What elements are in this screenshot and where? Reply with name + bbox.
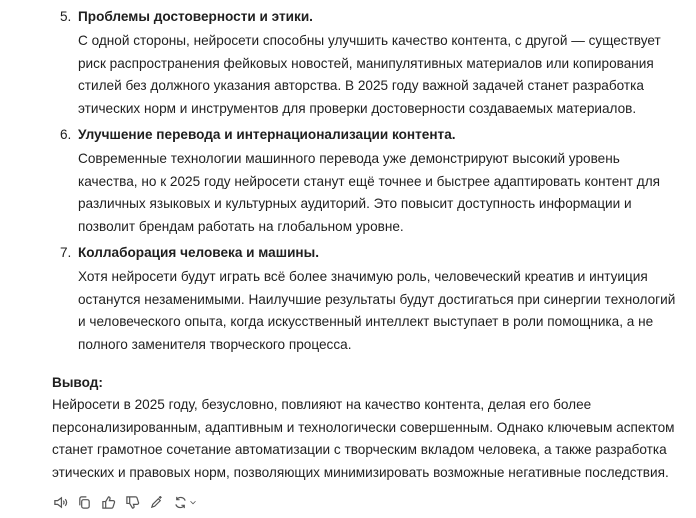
item-title: Улучшение перевода и интернационализации контента.: [78, 127, 456, 142]
text-line: позволит брендам работать на глобальном уровне.: [78, 218, 404, 234]
text-line: Современные технологии машинного перевода уже демонстрируют высокий уровень: [78, 151, 620, 166]
item-title: Проблемы достоверности и этики.: [78, 9, 313, 24]
text-line: и человеческого опыта, когда искусственный интеллект выступает в роли помощника, а не: [78, 314, 654, 329]
conclusion: [52, 372, 675, 484]
thumbs-down-icon[interactable]: [124, 494, 140, 510]
thumbs-up-icon[interactable]: [100, 494, 116, 510]
text-line: риск распространения фейковых новостей, манипулятивных материалов или копирования: [78, 55, 654, 71]
copy-icon[interactable]: [76, 494, 92, 510]
text-line: Нейросети в 2025 году, безусловно, повлияют на качество контента, делая его более: [52, 397, 592, 412]
chevron-down-icon[interactable]: [188, 494, 198, 510]
item-number: 7.: [60, 245, 72, 260]
conclusion-title: Вывод:: [52, 375, 103, 390]
message-actions: [52, 494, 198, 510]
item-number: 5.: [60, 9, 72, 24]
text-line: станет грамотное сочетание автоматизации с творческим вкладом человека, а также разработка: [52, 442, 667, 457]
text-line: качества, но к 2025 году нейросети станут ещё точнее и быстрее адаптировать контент для: [78, 173, 661, 189]
regenerate-icon[interactable]: [172, 494, 188, 510]
edit-sparkle-icon[interactable]: [148, 494, 164, 510]
text-line: С одной стороны, нейросети способны улучшить качество контента, с другой — существует: [78, 33, 661, 48]
speaker-icon[interactable]: [52, 494, 68, 510]
text-line: различных языковых и культурных аудиторий. Это повысит доступность информации и: [78, 196, 632, 211]
item-body: [78, 30, 661, 120]
text-line: персонализированным, адаптивным и технологически совершенным. Однако ключевым аспектом: [52, 419, 675, 435]
text-line: полного заменителя творческого процесса.: [78, 336, 352, 352]
text-line: этических и правовых норм, позволяющих минимизировать возможные негативные последствия.: [52, 464, 669, 480]
item-title: Коллаборация человека и машины.: [78, 245, 320, 260]
item-body: [78, 266, 675, 356]
text-line: стилей без должного указания авторства. В 2025 году важной задачей станет разработка: [78, 78, 644, 93]
item-body: [78, 148, 660, 238]
text-line: Хотя нейросети будут играть всё более значимую роль, человеческий креатив и интуиция: [78, 269, 648, 284]
text-line: останутся незаменимыми. Наилучшие результаты будут достигаться при синергии технологий: [78, 291, 676, 307]
text-line: этических норм и инструментов для проверки достоверности создаваемых материалов.: [78, 100, 637, 116]
item-number: 6.: [60, 127, 72, 142]
